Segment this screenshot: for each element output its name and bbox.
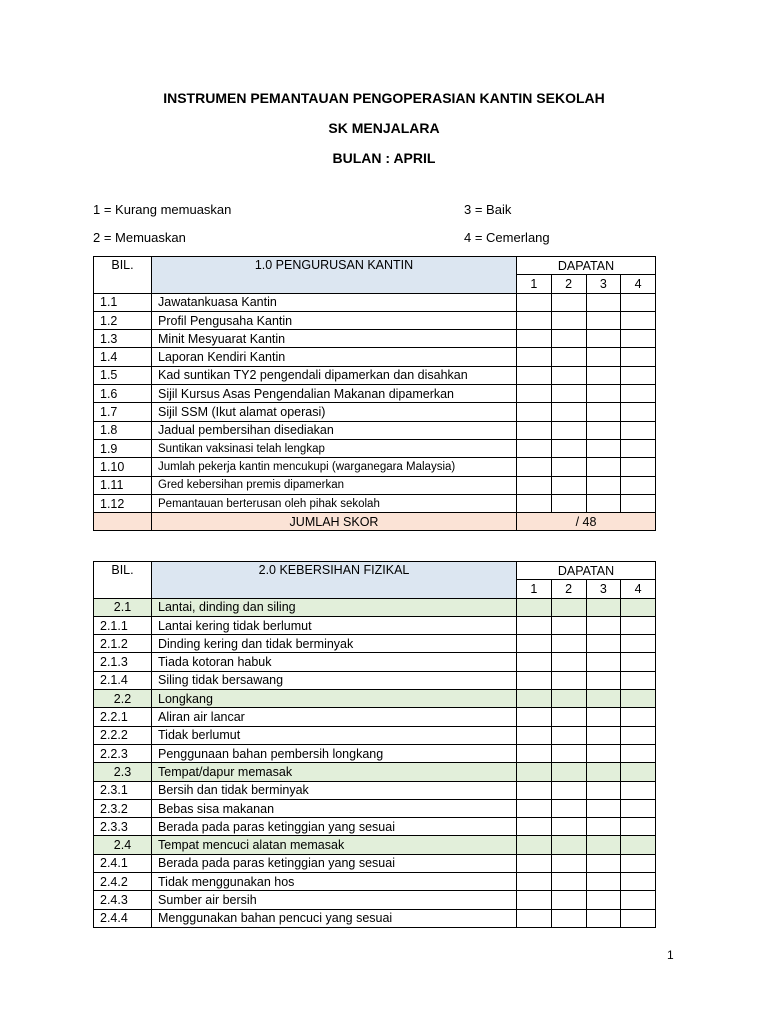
score-cell-4[interactable] (621, 726, 656, 744)
score-cell-3[interactable] (586, 708, 621, 726)
score-cell-1[interactable] (517, 439, 552, 457)
table-row (94, 818, 656, 836)
score-cell-1[interactable] (517, 635, 552, 653)
row-number: 2.3 (94, 763, 152, 781)
table-row (94, 366, 656, 384)
score-cell-3[interactable] (586, 836, 621, 854)
row-number: 1.6 (94, 385, 152, 403)
scale-4: 4 = Cemerlang (464, 230, 550, 245)
row-criteria: Sijil Kursus Asas Pengendalian Makanan dipamerkan (152, 385, 517, 403)
row-criteria: Dinding kering dan tidak berminyak (152, 635, 517, 653)
score-cell-3[interactable] (586, 873, 621, 891)
row-number: 2.1 (94, 598, 152, 616)
subsection-row (94, 598, 656, 616)
score-cell-1[interactable] (517, 385, 552, 403)
table-row (94, 653, 656, 671)
score-cell-3[interactable] (586, 635, 621, 653)
table-kebersihan-fizikal (93, 561, 656, 928)
score-cell-2[interactable] (551, 891, 586, 909)
score-cell-2[interactable] (551, 311, 586, 329)
row-criteria: Tiada kotoran habuk (152, 653, 517, 671)
row-number: 2.3.1 (94, 781, 152, 799)
score-cell-1[interactable] (517, 598, 552, 616)
score-cell-3[interactable] (586, 385, 621, 403)
score-cell-3[interactable] (586, 744, 621, 762)
score-col-3: 3 (586, 580, 621, 598)
score-cell-1[interactable] (517, 763, 552, 781)
row-criteria: Pemantauan berterusan oleh pihak sekolah (152, 494, 517, 512)
bil-header: BIL. (94, 562, 152, 599)
score-cell-2[interactable] (551, 708, 586, 726)
table-row (94, 403, 656, 421)
score-cell-3[interactable] (586, 348, 621, 366)
score-cell-3[interactable] (586, 330, 621, 348)
score-cell-2[interactable] (551, 909, 586, 927)
table-row (94, 635, 656, 653)
row-number: 2.4.4 (94, 909, 152, 927)
table-row (94, 799, 656, 817)
table-pengurusan-kantin (93, 256, 656, 531)
score-cell-1[interactable] (517, 421, 552, 439)
row-criteria: Minit Mesyuarat Kantin (152, 330, 517, 348)
page-number: 1 (667, 948, 674, 962)
score-col-3: 3 (586, 275, 621, 293)
score-cell-1[interactable] (517, 891, 552, 909)
score-cell-4[interactable] (621, 799, 656, 817)
scale-3: 3 = Baik (464, 202, 512, 217)
score-cell-1[interactable] (517, 781, 552, 799)
scale-1: 1 = Kurang memuaskan (93, 202, 232, 217)
score-cell-1[interactable] (517, 653, 552, 671)
row-number: 2.1.1 (94, 616, 152, 634)
score-cell-1[interactable] (517, 909, 552, 927)
table-row (94, 330, 656, 348)
subsection-row (94, 836, 656, 854)
score-cell-1[interactable] (517, 836, 552, 854)
score-cell-1[interactable] (517, 330, 552, 348)
score-cell-2[interactable] (551, 421, 586, 439)
score-cell-4[interactable] (621, 385, 656, 403)
score-cell-4[interactable] (621, 366, 656, 384)
dapatan-header: DAPATAN (517, 562, 656, 580)
total-blank (94, 513, 152, 531)
row-number: 1.10 (94, 458, 152, 476)
score-cell-1[interactable] (517, 458, 552, 476)
score-cell-4[interactable] (621, 690, 656, 708)
score-cell-4[interactable] (621, 494, 656, 512)
score-col-2: 2 (551, 580, 586, 598)
score-cell-4[interactable] (621, 458, 656, 476)
row-criteria: Jawatankuasa Kantin (152, 293, 517, 311)
score-cell-1[interactable] (517, 854, 552, 872)
row-criteria: Berada pada paras ketinggian yang sesuai (152, 818, 517, 836)
row-criteria: Tidak berlumut (152, 726, 517, 744)
score-cell-3[interactable] (586, 909, 621, 927)
score-cell-4[interactable] (621, 744, 656, 762)
score-cell-2[interactable] (551, 799, 586, 817)
bil-header: BIL. (94, 257, 152, 294)
score-cell-4[interactable] (621, 781, 656, 799)
score-cell-3[interactable] (586, 458, 621, 476)
row-criteria: Tempat/dapur memasak (152, 763, 517, 781)
score-cell-2[interactable] (551, 744, 586, 762)
score-cell-1[interactable] (517, 726, 552, 744)
score-cell-1[interactable] (517, 311, 552, 329)
score-cell-2[interactable] (551, 494, 586, 512)
score-col-2: 2 (551, 275, 586, 293)
score-cell-3[interactable] (586, 854, 621, 872)
table-row (94, 726, 656, 744)
score-cell-2[interactable] (551, 458, 586, 476)
table-row (94, 348, 656, 366)
score-cell-3[interactable] (586, 494, 621, 512)
score-cell-2[interactable] (551, 366, 586, 384)
dapatan-header: DAPATAN (517, 257, 656, 275)
score-cell-4[interactable] (621, 854, 656, 872)
score-cell-3[interactable] (586, 311, 621, 329)
row-number: 1.7 (94, 403, 152, 421)
row-criteria: Tempat mencuci alatan memasak (152, 836, 517, 854)
score-cell-1[interactable] (517, 671, 552, 689)
score-cell-4[interactable] (621, 311, 656, 329)
score-cell-3[interactable] (586, 293, 621, 311)
score-col-1: 1 (517, 580, 552, 598)
row-criteria: Sijil SSM (Ikut alamat operasi) (152, 403, 517, 421)
score-cell-2[interactable] (551, 293, 586, 311)
score-cell-2[interactable] (551, 598, 586, 616)
table-row (94, 439, 656, 457)
score-cell-3[interactable] (586, 598, 621, 616)
row-number: 1.3 (94, 330, 152, 348)
table-row (94, 873, 656, 891)
score-cell-3[interactable] (586, 616, 621, 634)
school-name: SK MENJALARA (328, 120, 440, 136)
score-cell-1[interactable] (517, 799, 552, 817)
total-score: / 48 (517, 513, 656, 531)
score-cell-3[interactable] (586, 781, 621, 799)
score-cell-3[interactable] (586, 891, 621, 909)
score-cell-2[interactable] (551, 671, 586, 689)
score-cell-2[interactable] (551, 726, 586, 744)
table-row (94, 311, 656, 329)
row-number: 2.1.4 (94, 671, 152, 689)
score-cell-4[interactable] (621, 818, 656, 836)
score-cell-3[interactable] (586, 763, 621, 781)
table-row (94, 616, 656, 634)
score-cell-3[interactable] (586, 671, 621, 689)
table-row (94, 421, 656, 439)
score-cell-3[interactable] (586, 403, 621, 421)
score-cell-2[interactable] (551, 439, 586, 457)
score-cell-4[interactable] (621, 616, 656, 634)
row-criteria: Gred kebersihan premis dipamerkan (152, 476, 517, 494)
score-cell-2[interactable] (551, 385, 586, 403)
row-criteria: Suntikan vaksinasi telah lengkap (152, 439, 517, 457)
score-cell-2[interactable] (551, 873, 586, 891)
row-criteria: Menggunakan bahan pencuci yang sesuai (152, 909, 517, 927)
row-criteria: Bebas sisa makanan (152, 799, 517, 817)
row-criteria: Lantai kering tidak berlumut (152, 616, 517, 634)
row-number: 2.3.2 (94, 799, 152, 817)
row-number: 2.4.1 (94, 854, 152, 872)
row-criteria: Lantai, dinding dan siling (152, 598, 517, 616)
score-cell-4[interactable] (621, 293, 656, 311)
score-cell-3[interactable] (586, 653, 621, 671)
table-row (94, 781, 656, 799)
score-col-4: 4 (621, 275, 656, 293)
score-cell-1[interactable] (517, 616, 552, 634)
row-number: 2.1.2 (94, 635, 152, 653)
score-cell-2[interactable] (551, 403, 586, 421)
score-cell-4[interactable] (621, 708, 656, 726)
row-criteria: Laporan Kendiri Kantin (152, 348, 517, 366)
score-cell-2[interactable] (551, 330, 586, 348)
row-criteria: Sumber air bersih (152, 891, 517, 909)
score-cell-1[interactable] (517, 494, 552, 512)
score-cell-1[interactable] (517, 690, 552, 708)
score-cell-3[interactable] (586, 799, 621, 817)
score-cell-4[interactable] (621, 635, 656, 653)
subsection-row (94, 763, 656, 781)
score-cell-4[interactable] (621, 763, 656, 781)
score-cell-1[interactable] (517, 873, 552, 891)
score-cell-2[interactable] (551, 781, 586, 799)
score-col-4: 4 (621, 580, 656, 598)
score-cell-1[interactable] (517, 744, 552, 762)
score-cell-4[interactable] (621, 653, 656, 671)
score-cell-2[interactable] (551, 818, 586, 836)
row-number: 2.1.3 (94, 653, 152, 671)
total-label: JUMLAH SKOR (152, 513, 517, 531)
score-cell-1[interactable] (517, 476, 552, 494)
row-number: 1.1 (94, 293, 152, 311)
score-cell-3[interactable] (586, 439, 621, 457)
row-criteria: Longkang (152, 690, 517, 708)
score-cell-3[interactable] (586, 421, 621, 439)
table-row (94, 891, 656, 909)
table-row (94, 744, 656, 762)
row-criteria: Bersih dan tidak berminyak (152, 781, 517, 799)
score-cell-1[interactable] (517, 818, 552, 836)
score-cell-3[interactable] (586, 476, 621, 494)
row-criteria: Jadual pembersihan disediakan (152, 421, 517, 439)
document-title: INSTRUMEN PEMANTAUAN PENGOPERASIAN KANTIN SEKOLAH (163, 90, 605, 106)
score-cell-4[interactable] (621, 476, 656, 494)
row-criteria: Profil Pengusaha Kantin (152, 311, 517, 329)
month-label: BULAN : APRIL (332, 150, 436, 166)
score-cell-2[interactable] (551, 854, 586, 872)
row-criteria: Jumlah pekerja kantin mencukupi (warganegara Malaysia) (152, 458, 517, 476)
row-number: 1.2 (94, 311, 152, 329)
row-criteria: Siling tidak bersawang (152, 671, 517, 689)
score-cell-1[interactable] (517, 293, 552, 311)
row-number: 1.12 (94, 494, 152, 512)
score-cell-4[interactable] (621, 330, 656, 348)
score-cell-4[interactable] (621, 891, 656, 909)
total-row (94, 513, 656, 531)
table-row (94, 708, 656, 726)
score-cell-2[interactable] (551, 616, 586, 634)
table-row (94, 854, 656, 872)
score-cell-1[interactable] (517, 348, 552, 366)
table-row (94, 293, 656, 311)
row-criteria: Aliran air lancar (152, 708, 517, 726)
table-row (94, 385, 656, 403)
table-row (94, 494, 656, 512)
row-number: 2.2.3 (94, 744, 152, 762)
scale-2: 2 = Memuaskan (93, 230, 186, 245)
score-cell-4[interactable] (621, 348, 656, 366)
row-number: 2.4.3 (94, 891, 152, 909)
row-criteria: Berada pada paras ketinggian yang sesuai (152, 854, 517, 872)
row-criteria: Kad suntikan TY2 pengendali dipamerkan dan disahkan (152, 366, 517, 384)
row-number: 1.11 (94, 476, 152, 494)
score-col-1: 1 (517, 275, 552, 293)
score-cell-4[interactable] (621, 671, 656, 689)
table-row (94, 476, 656, 494)
score-cell-2[interactable] (551, 476, 586, 494)
row-number: 2.2.2 (94, 726, 152, 744)
row-number: 1.8 (94, 421, 152, 439)
score-cell-2[interactable] (551, 836, 586, 854)
table-row (94, 671, 656, 689)
section-title: 2.0 KEBERSIHAN FIZIKAL (152, 562, 517, 599)
score-cell-3[interactable] (586, 690, 621, 708)
score-cell-2[interactable] (551, 690, 586, 708)
row-number: 1.5 (94, 366, 152, 384)
table-header-row (94, 562, 656, 580)
table-row (94, 458, 656, 476)
section-title: 1.0 PENGURUSAN KANTIN (152, 257, 517, 294)
score-cell-3[interactable] (586, 726, 621, 744)
row-number: 2.4.2 (94, 873, 152, 891)
table-header-row (94, 257, 656, 275)
score-cell-2[interactable] (551, 763, 586, 781)
score-cell-3[interactable] (586, 366, 621, 384)
score-cell-1[interactable] (517, 708, 552, 726)
table-row (94, 909, 656, 927)
row-number: 1.9 (94, 439, 152, 457)
score-cell-2[interactable] (551, 635, 586, 653)
score-cell-2[interactable] (551, 653, 586, 671)
row-number: 2.2.1 (94, 708, 152, 726)
subsection-row (94, 690, 656, 708)
score-cell-4[interactable] (621, 421, 656, 439)
score-cell-2[interactable] (551, 348, 586, 366)
row-criteria: Tidak menggunakan hos (152, 873, 517, 891)
score-cell-1[interactable] (517, 366, 552, 384)
row-number: 2.4 (94, 836, 152, 854)
row-criteria: Penggunaan bahan pembersih longkang (152, 744, 517, 762)
row-number: 2.2 (94, 690, 152, 708)
score-cell-3[interactable] (586, 818, 621, 836)
score-cell-4[interactable] (621, 873, 656, 891)
score-cell-4[interactable] (621, 909, 656, 927)
score-cell-1[interactable] (517, 403, 552, 421)
score-cell-4[interactable] (621, 598, 656, 616)
score-cell-4[interactable] (621, 439, 656, 457)
score-cell-4[interactable] (621, 403, 656, 421)
score-cell-4[interactable] (621, 836, 656, 854)
row-number: 1.4 (94, 348, 152, 366)
row-number: 2.3.3 (94, 818, 152, 836)
